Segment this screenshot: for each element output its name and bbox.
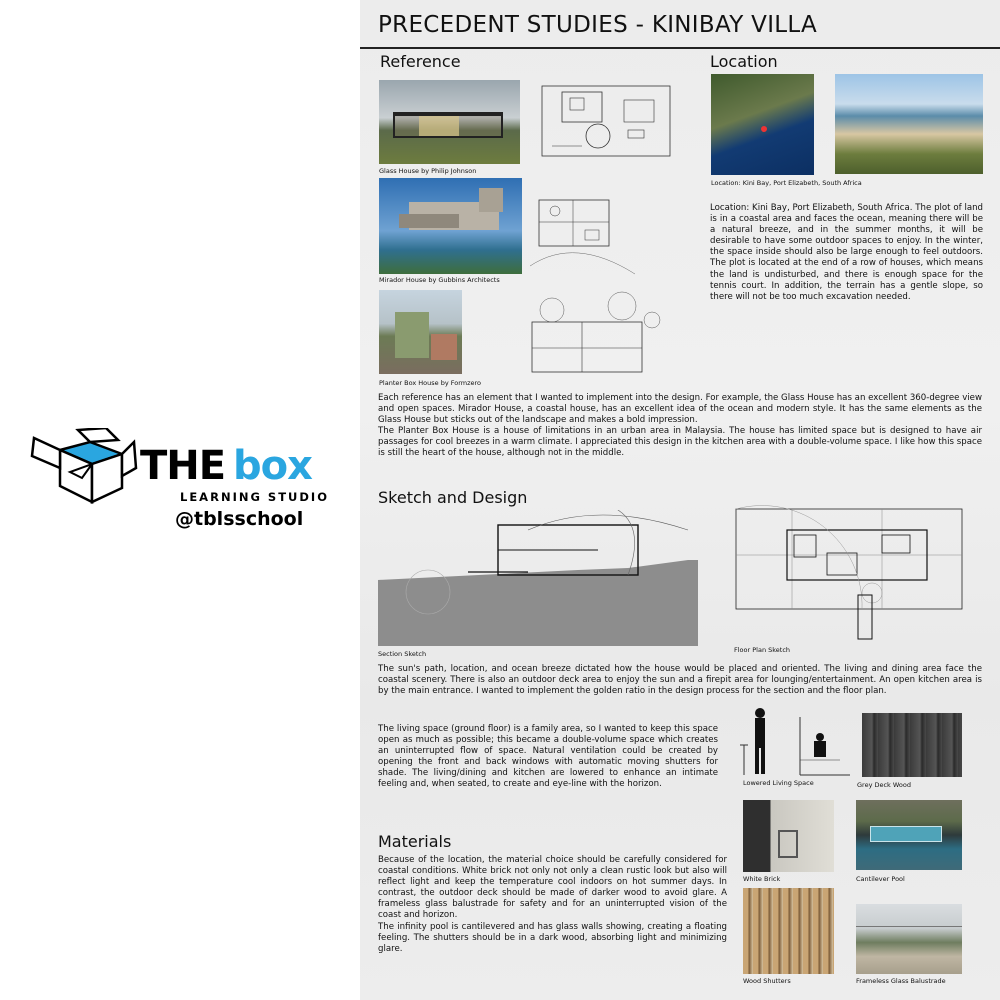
glass-house-caption: Glass House by Philip Johnson bbox=[379, 167, 477, 175]
reference-paragraph: Each reference has an element that I wanted to implement into the design. For example, the Glass House has an excellent 360-degree view and open spaces. Mirador House, a coastal house, has an excellent idea of the ocean and modern style. It has the same elements as the Glass House but sticks out of the landscape and makes a bold impression. The Planter Box House is a house of limitations in an urban area in Malaysia. The house has limited space but is designed to have air passages for cool breezes in a warm climate. I appreciated this design in the kitchen area with a double-volume space. I like how this space is still the heart of the house, although not in the middle. bbox=[378, 393, 982, 459]
floor-plan-sketch bbox=[732, 505, 968, 645]
section-sketch bbox=[378, 510, 698, 646]
grey-deck-wood-photo bbox=[862, 713, 962, 777]
location-satellite-map bbox=[711, 74, 814, 175]
frameless-glass-balustrade-caption: Frameless Glass Balustrade bbox=[856, 977, 946, 985]
cantilever-pool-caption: Cantilever Pool bbox=[856, 875, 905, 883]
box-logo-icon bbox=[30, 428, 138, 506]
brand-subtitle: LEARNING STUDIO bbox=[180, 490, 329, 504]
grey-deck-wood-caption: Grey Deck Wood bbox=[857, 781, 912, 789]
brand-name-box: box bbox=[233, 443, 312, 489]
planter-box-section-sketch bbox=[512, 290, 672, 380]
location-beach-photo bbox=[835, 74, 983, 174]
sketch-paragraph-1: The sun's path, location, and ocean breeze dictated how the house would be placed and oriented. The living and dining area face the coastal scenery. There is also an outdoor deck area to enjoy the sun and a firepit area for lounging/entertainment. An open kitchen area is by the main entrance. I wanted to implement the golden ratio in the design process for the section and the floor plan. bbox=[378, 664, 982, 697]
poster-title: PRECEDENT STUDIES - KINIBAY VILLA bbox=[378, 12, 818, 38]
mirador-house-photo bbox=[379, 178, 522, 274]
cantilever-pool-photo bbox=[856, 800, 962, 870]
location-caption: Location: Kini Bay, Port Elizabeth, South Africa bbox=[711, 179, 862, 187]
title-divider bbox=[360, 47, 1000, 49]
glass-house-plan-sketch bbox=[532, 80, 682, 166]
mirador-house-plan-sketch bbox=[525, 186, 640, 276]
materials-paragraph: Because of the location, the material choice should be carefully considered for coastal conditions. White brick not only not only a clean rustic look but also will reflect light and keep the temperature cool indoors on hot summer days. In contrast, the outdoor deck should be made of darker wood to avoid glare. A frameless glass balustrade for safety and for an uninterrupted vision of the coast and horizon. The infinity pool is cantilevered and has glass walls showing, creating a floating feeling. The shutters should be in a dark wood, absorbing light and minimizing glare. bbox=[378, 855, 727, 954]
sketch-paragraph-2: The living space (ground floor) is a family area, so I wanted to keep this space open as much as possible; this became a double-volume space which creates an uninterrupted flow of space. Natural ventilation could be created by opening the front and back windows with automatic moving shutters for shade. The living/dining and kitchen are lowered to enhance an intimate feeling and, when seated, to create and eye-line with the horizon. bbox=[378, 724, 718, 790]
location-paragraph: Location: Kini Bay, Port Elizabeth, South Africa. The plot of land is in a coastal area and faces the ocean, meaning there will be a natural breeze, and in the summer months, it will be desirable to have some outdoor spaces to enjoy. In the winter, the space inside should also be large enough to feel outdoors. The plot is located at the end of a row of houses, which means the land is undisturbed, and there is enough space for the tennis court. In addition, the terrain has a gentle slope, so there will not be too much excavation needed. bbox=[710, 203, 983, 302]
glass-house-photo bbox=[379, 80, 520, 164]
planter-box-house-photo bbox=[379, 290, 462, 374]
brand-handle: @tblsschool bbox=[175, 508, 304, 530]
logo-panel bbox=[0, 0, 360, 1000]
location-heading: Location bbox=[710, 52, 778, 71]
wood-shutters-photo bbox=[743, 888, 834, 974]
section-sketch-caption: Section Sketch bbox=[378, 650, 427, 658]
sketch-heading: Sketch and Design bbox=[378, 488, 528, 507]
reference-heading: Reference bbox=[380, 52, 461, 71]
wood-shutters-caption: Wood Shutters bbox=[743, 977, 791, 985]
mirador-house-caption: Mirador House by Gubbins Architects bbox=[379, 276, 500, 284]
frameless-glass-balustrade-photo bbox=[856, 904, 962, 974]
planter-box-house-caption: Planter Box House by Formzero bbox=[379, 379, 482, 387]
lowered-living-space-caption: Lowered Living Space bbox=[743, 779, 814, 787]
lowered-living-space-diagram bbox=[740, 705, 850, 777]
materials-heading: Materials bbox=[378, 832, 452, 851]
floor-plan-caption: Floor Plan Sketch bbox=[734, 646, 791, 654]
brand-name-the: THE bbox=[140, 443, 226, 489]
poster bbox=[360, 0, 1000, 1000]
white-brick-photo bbox=[743, 800, 834, 872]
white-brick-caption: White Brick bbox=[743, 875, 781, 883]
